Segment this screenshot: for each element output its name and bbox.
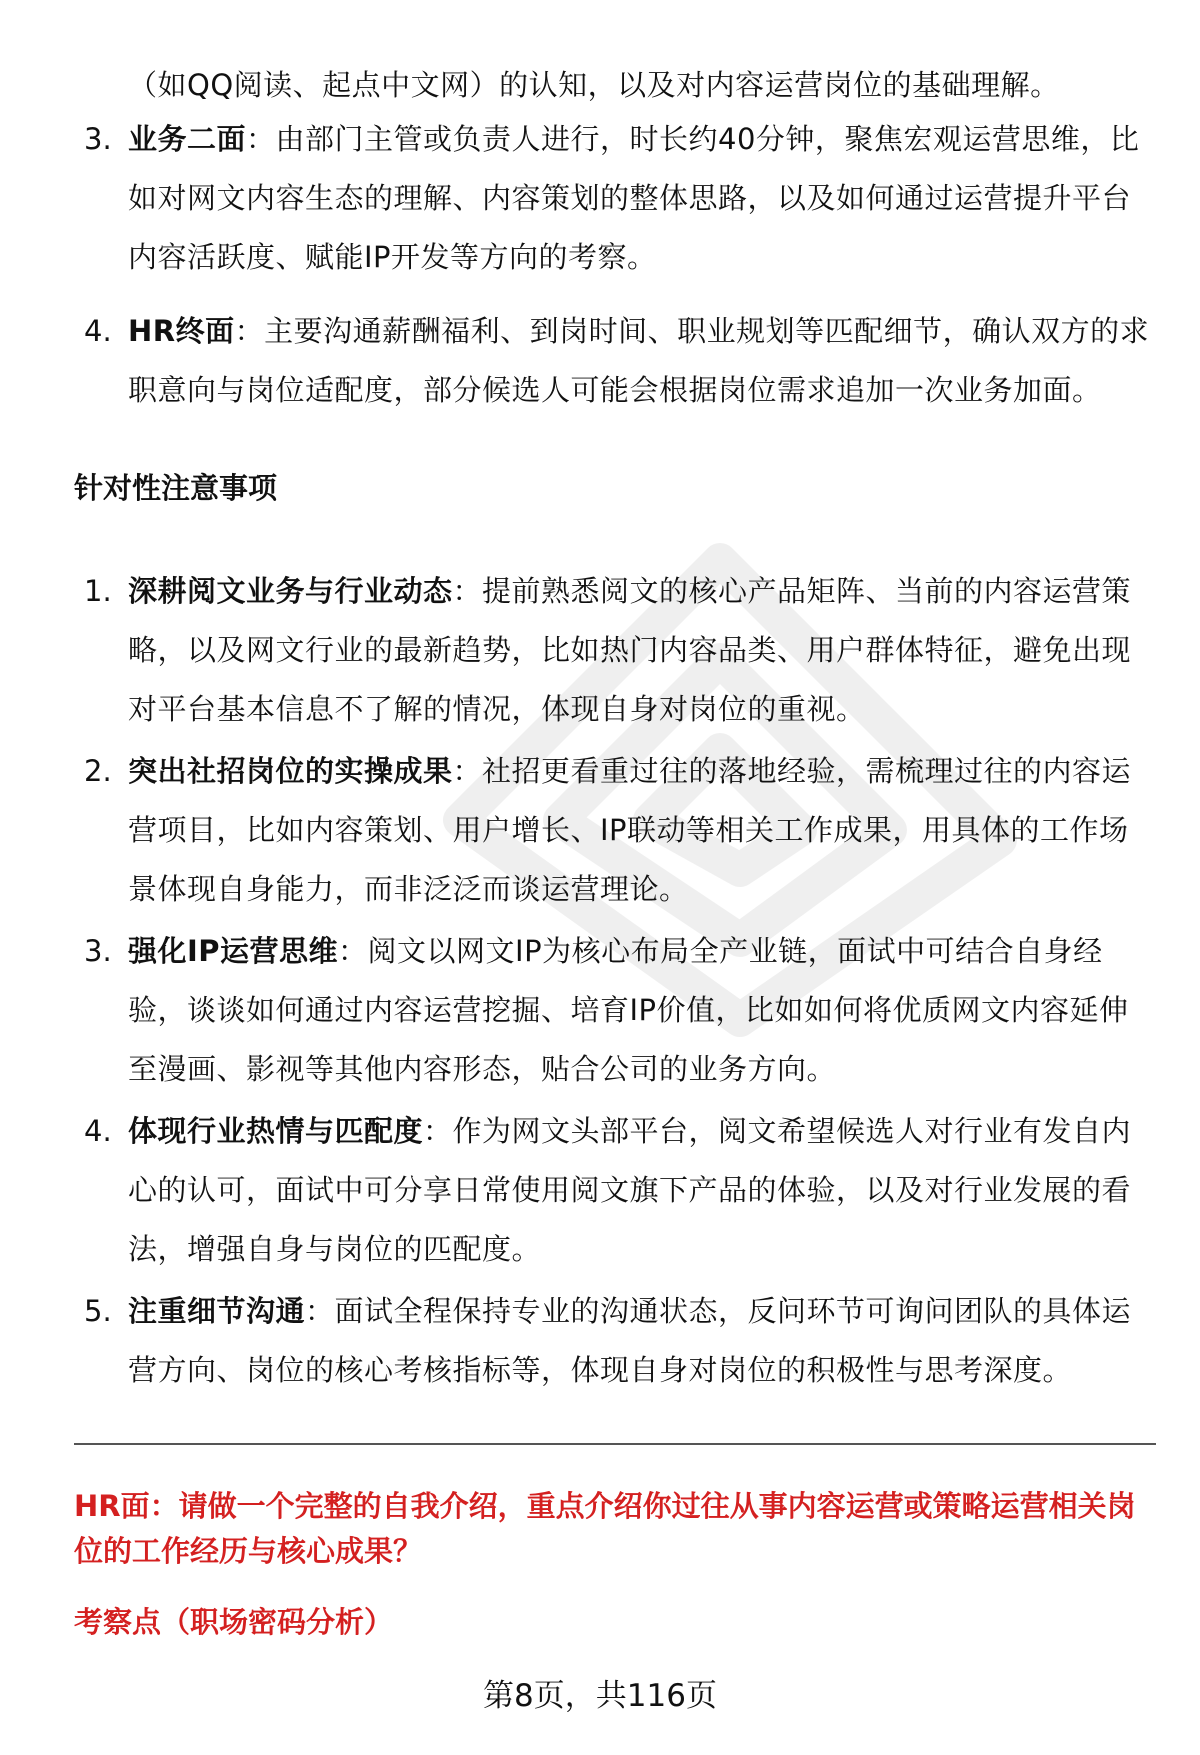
list-text — [128, 922, 1158, 1099]
hr-interview-question: HR面：请做一个完整的自我介绍，重点介绍你过往从事内容运营或策略运营相关岗位的工作经历与核心成果？ — [74, 1489, 1136, 1568]
item-description: ：面试全程保持专业的沟通状态，反问环节可询问团队的具体运营方向、岗位的核心考核指标等，体现自身对岗位的积极性与思考深度。 — [128, 1294, 1132, 1387]
list-text — [128, 1102, 1158, 1279]
list-text — [128, 110, 1158, 287]
item-description: ：提前熟悉阅文的核心产品矩阵、当前的内容运营策略，以及网文行业的最新趋势，比如热门内容品类、用户群体特征，避免出现对平台基本信息不了解的情况，体现自身对岗位的重视。 — [128, 574, 1132, 726]
notes-heading: 针对性注意事项 — [74, 471, 278, 505]
item-description: ：主要沟通薪酬福利、到岗时间、职业规划等匹配细节，确认双方的求职意向与岗位适配度，部分候选人可能会根据岗位需求追加一次业务加面。 — [128, 314, 1150, 407]
list-number: 3. — [84, 934, 112, 968]
item-description: ：由部门主管或负责人进行，时长约40分钟，聚焦宏观运营思维，比如对网文内容生态的理解、内容策划的整体思路，以及如何通过运营提升平台内容活跃度、赋能IP开发等方向的考察。 — [128, 122, 1140, 274]
item-title: HR终面 — [128, 314, 235, 348]
list-number: 5. — [84, 1294, 112, 1328]
list-number: 4. — [84, 314, 112, 348]
section-divider — [74, 1443, 1156, 1445]
list-number: 1. — [84, 574, 112, 608]
item-description: ：作为网文头部平台，阅文希望候选人对行业有发自内心的认可，面试中可分享日常使用阅文旗下产品的体验，以及对行业发展的看法，增强自身与岗位的匹配度。 — [128, 1114, 1132, 1266]
item-title: 突出社招岗位的实操成果 — [128, 754, 453, 788]
item-title: 深耕阅文业务与行业动态 — [128, 574, 453, 608]
list-number: 3. — [84, 122, 112, 156]
item-title: 业务二面 — [128, 122, 247, 156]
item-title: 强化IP运营思维 — [128, 934, 339, 968]
intro-continuation: （如QQ阅读、起点中文网）的认知，以及对内容运营岗位的基础理解。 — [128, 68, 1060, 102]
analysis-heading: 考察点（职场密码分析） — [74, 1605, 394, 1639]
list-number: 4. — [84, 1114, 112, 1148]
item-title: 体现行业热情与匹配度 — [128, 1114, 424, 1148]
page-footer: 第8页，共116页 — [483, 1678, 717, 1714]
list-text — [128, 742, 1158, 919]
list-text — [128, 302, 1158, 420]
list-text — [128, 1282, 1158, 1400]
item-description: ：阅文以网文IP为核心布局全产业链，面试中可结合自身经验，谈谈如何通过内容运营挖掘、培育IP价值，比如如何将优质网文内容延伸至漫画、影视等其他内容形态，贴合公司的业务方向。 — [128, 934, 1129, 1086]
list-number: 2. — [84, 754, 112, 788]
item-description: ：社招更看重过往的落地经验，需梳理过往的内容运营项目，比如内容策划、用户增长、IP联动等相关工作成果，用具体的工作场景体现自身能力，而非泛泛而谈运营理论。 — [128, 754, 1132, 906]
list-text — [128, 562, 1158, 739]
item-title: 注重细节沟通 — [128, 1294, 306, 1328]
